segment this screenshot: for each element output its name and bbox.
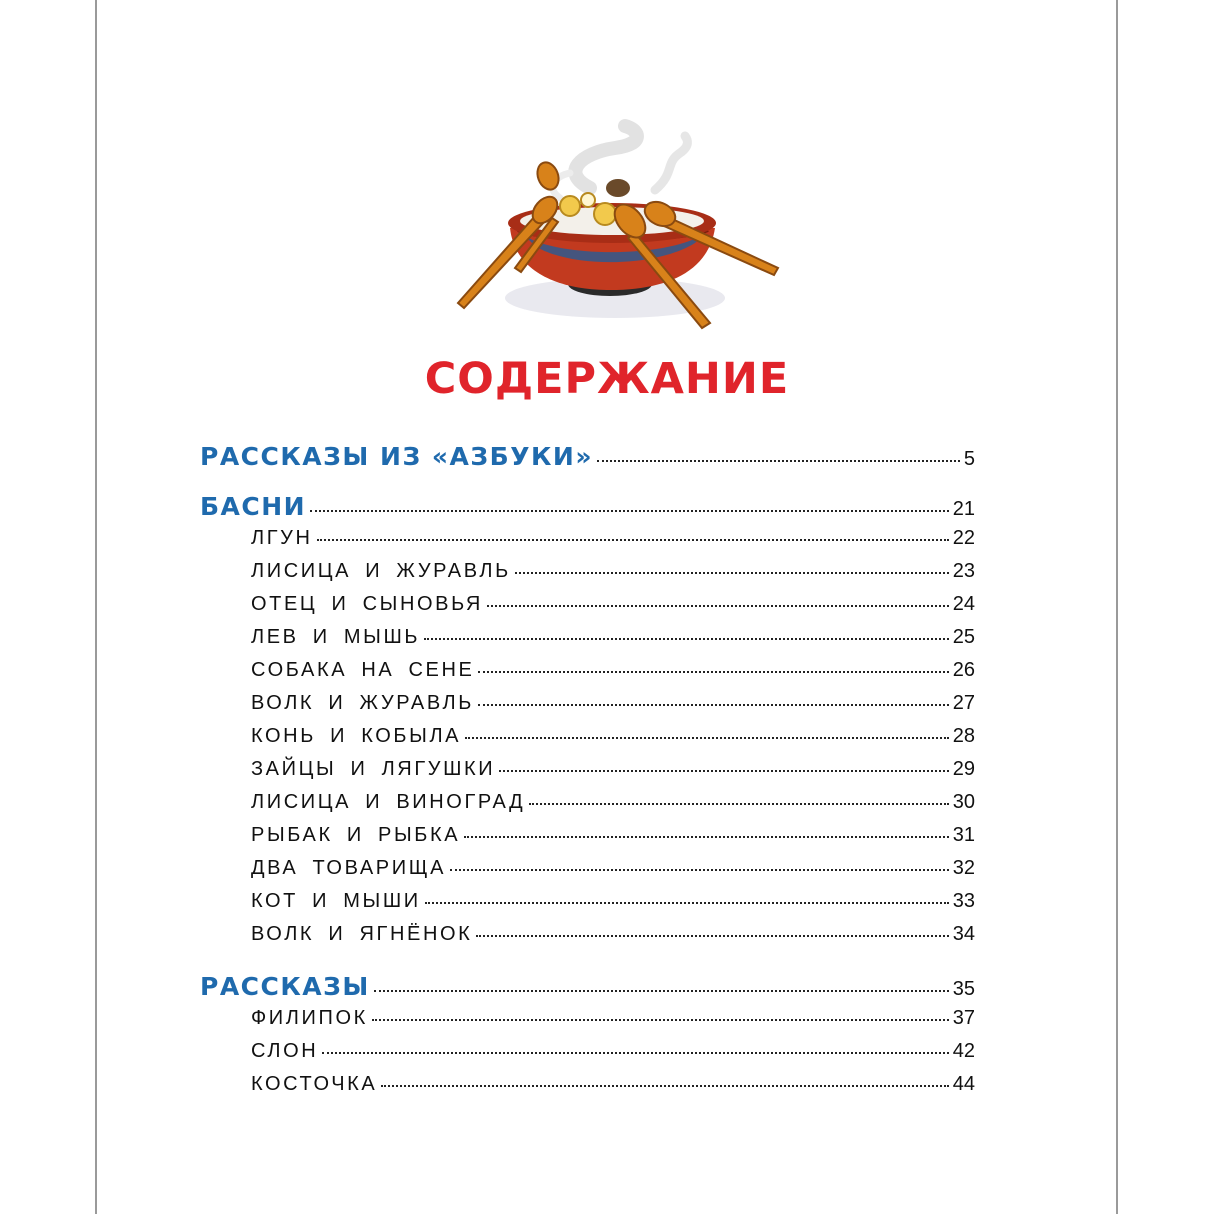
dot-leader	[478, 671, 948, 673]
toc-entry-row	[251, 560, 975, 583]
toc-entry-row	[251, 659, 975, 682]
page-edge-right	[1116, 0, 1118, 1214]
toc-entry-title: ВОЛК И ЯГНЁНОК	[251, 923, 473, 945]
toc-page-number: 22	[952, 527, 975, 549]
toc-entry-row	[251, 1007, 975, 1030]
toc-section-title: РАССКАЗЫ	[200, 972, 370, 1001]
toc-entry-row	[251, 692, 975, 715]
toc-page-number: 44	[952, 1073, 975, 1095]
page-edge-left	[95, 0, 97, 1214]
toc-entry-title: КОНЬ И КОБЫЛА	[251, 725, 462, 747]
toc-entry-title: СЛОН	[251, 1040, 319, 1062]
dot-leader	[317, 539, 949, 541]
toc-section-row	[200, 972, 975, 1001]
dot-leader	[374, 990, 949, 992]
toc-entry-row	[251, 791, 975, 814]
toc-page-number: 31	[952, 824, 975, 846]
toc-entry-row	[251, 626, 975, 649]
toc-entry-row	[251, 725, 975, 748]
dot-leader	[372, 1019, 949, 1021]
toc-page-number: 21	[952, 498, 975, 520]
dot-leader	[529, 803, 949, 805]
toc-section-title: БАСНИ	[200, 492, 307, 521]
toc-entry-title: ЛГУН	[251, 527, 313, 549]
dot-leader	[424, 638, 949, 640]
page-title: СОДЕРЖАНИЕ	[424, 354, 790, 404]
dot-leader	[515, 572, 949, 574]
toc-page-number: 5	[963, 448, 975, 470]
toc-entry-title: СОБАКА НА СЕНЕ	[251, 659, 475, 681]
toc-entry-row	[251, 857, 975, 880]
dot-leader	[381, 1085, 948, 1087]
toc-section-row	[200, 492, 975, 521]
dot-leader	[465, 737, 949, 739]
toc-entry-title: КОТ И МЫШИ	[251, 890, 421, 912]
toc-page-number: 42	[952, 1040, 975, 1062]
toc-page-number: 30	[952, 791, 975, 813]
toc-entry-title: ЗАЙЦЫ И ЛЯГУШКИ	[251, 758, 496, 780]
toc-page-number: 33	[952, 890, 975, 912]
toc-page-number: 34	[952, 923, 975, 945]
dot-leader	[487, 605, 949, 607]
table-of-contents	[200, 0, 975, 1214]
toc-entry-row	[251, 527, 975, 550]
toc-entry-title: ВОЛК И ЖУРАВЛЬ	[251, 692, 474, 714]
toc-entry-row	[251, 593, 975, 616]
toc-entry-row	[251, 923, 975, 946]
toc-entry-row	[251, 1073, 975, 1096]
toc-page-number: 37	[952, 1007, 975, 1029]
toc-page-number: 28	[952, 725, 975, 747]
toc-page-number: 35	[952, 978, 975, 1000]
dot-leader	[310, 510, 949, 512]
toc-page-number: 32	[952, 857, 975, 879]
toc-entry-title: ДВА ТОВАРИЩА	[251, 857, 447, 879]
dot-leader	[499, 770, 949, 772]
toc-page-number: 29	[952, 758, 975, 780]
toc-section-row	[200, 442, 975, 471]
dot-leader	[464, 836, 949, 838]
toc-page-number: 24	[952, 593, 975, 615]
toc-entry-title: ОТЕЦ И СЫНОВЬЯ	[251, 593, 483, 615]
toc-entry-title: ЛИСИЦА И ВИНОГРАД	[251, 791, 526, 813]
toc-entry-title: ЛИСИЦА И ЖУРАВЛЬ	[251, 560, 511, 582]
toc-page-number: 25	[952, 626, 975, 648]
toc-entry-row	[251, 890, 975, 913]
toc-page-number: 23	[952, 560, 975, 582]
toc-section-title: РАССКАЗЫ ИЗ «АЗБУКИ»	[200, 442, 594, 471]
dot-leader	[476, 935, 948, 937]
toc-page-number: 26	[952, 659, 975, 681]
dot-leader	[478, 704, 949, 706]
toc-page-number: 27	[952, 692, 975, 714]
toc-entry-row	[251, 1040, 975, 1063]
dot-leader	[322, 1052, 948, 1054]
dot-leader	[597, 460, 960, 462]
toc-entry-title: ЛЕВ И МЫШЬ	[251, 626, 421, 648]
toc-entry-title: ФИЛИПОК	[251, 1007, 368, 1029]
toc-entry-title: РЫБАК И РЫБКА	[251, 824, 461, 846]
toc-entry-title: КОСТОЧКА	[251, 1073, 378, 1095]
dot-leader	[425, 902, 949, 904]
dot-leader	[450, 869, 949, 871]
toc-entry-row	[251, 758, 975, 781]
toc-entry-row	[251, 824, 975, 847]
